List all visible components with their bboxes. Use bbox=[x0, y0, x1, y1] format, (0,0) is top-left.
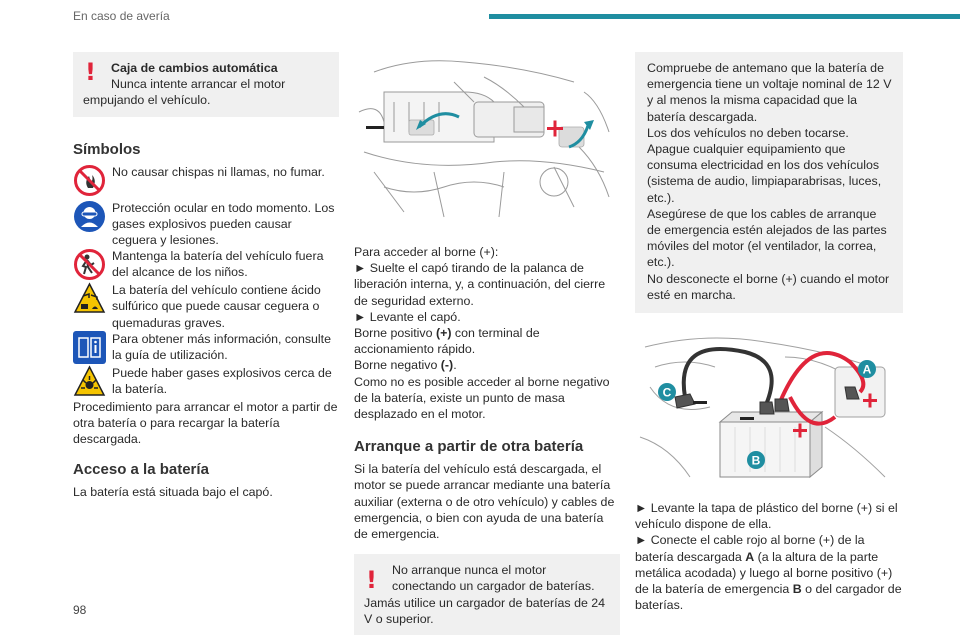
symbols-list bbox=[73, 164, 339, 399]
column-left bbox=[73, 52, 339, 501]
jump-start-illustration bbox=[635, 327, 897, 489]
column-middle bbox=[354, 52, 620, 635]
header-accent-bar bbox=[489, 14, 960, 19]
no-fire-no-smoking-icon bbox=[73, 164, 106, 197]
symbol-item bbox=[73, 164, 339, 198]
text-span-bold: (+) bbox=[435, 326, 452, 341]
procedure-text: Procedimiento para arrancar el motor a partir de otra batería o para recargar la batería descargada. bbox=[73, 399, 338, 447]
label-b-badge bbox=[747, 451, 765, 469]
read-manual-icon bbox=[73, 331, 106, 364]
symbol-item bbox=[73, 365, 339, 399]
text-span: o del cargador de baterías. bbox=[635, 582, 902, 613]
label-a: A bbox=[862, 362, 872, 377]
warning-box-automatic bbox=[73, 52, 339, 117]
symbol-text: Protección ocular en todo momento. Los gases explosivos pueden causar ceguera y lesiones. bbox=[112, 200, 335, 248]
symbols-heading: Símbolos bbox=[73, 140, 141, 158]
text-span: ► Conecte el cable rojo al borne (+) de la batería descargada bbox=[635, 533, 865, 564]
page-number: 98 bbox=[73, 603, 87, 617]
text-span: (a la altura de la parte metálica acodada) y luego al borne positivo (+) de la batería de emergencia bbox=[635, 549, 893, 597]
symbol-text: Para obtener más información, consulte la guía de utilización. bbox=[112, 331, 332, 363]
warning-line: Nunca intente arrancar el motor bbox=[111, 77, 286, 92]
symbol-item bbox=[73, 248, 339, 282]
precaution-line: Asegúrese de que los cables de arranque de emergencia estén alejados de las partes móviles del motor (el ventilador, la correa, etc.). bbox=[647, 206, 887, 270]
precaution-line: Apague cualquier equipamiento que consuma electricidad en los dos vehículos (sistema de audio, limpiaparabrisas, luces, etc.). bbox=[647, 142, 882, 205]
text-span-bold: B bbox=[792, 582, 802, 597]
jump-step: ► Levante la tapa de plástico del borne (+) si el vehículo dispone de ella. bbox=[635, 501, 898, 532]
text-span: Borne negativo bbox=[354, 358, 441, 373]
explosive-gas-icon bbox=[73, 365, 106, 398]
symbol-text: La batería del vehículo contiene ácido sulfúrico que puede causar ceguera o quemaduras graves. bbox=[112, 283, 321, 330]
start-text: Si la batería del vehículo está descargada, el motor se puede arrancar mediante una batería auxiliar (externa o de otro vehículo) y cables de emergencia, o bien con ayuda de una batería de emergencia. bbox=[354, 462, 615, 542]
access-text: La batería está situada bajo el capó. bbox=[73, 485, 273, 500]
warning-title: Caja de cambios automática bbox=[111, 61, 278, 75]
label-a-badge bbox=[858, 360, 876, 378]
jump-step bbox=[635, 532, 903, 613]
text-span-bold: (-) bbox=[440, 358, 454, 373]
label-b: B bbox=[751, 453, 761, 468]
start-heading: Arranque a partir de otra batería bbox=[354, 438, 584, 456]
eye-protection-icon bbox=[73, 200, 106, 233]
precautions-box bbox=[635, 52, 903, 313]
text-span: con terminal de accionamiento rápido. bbox=[354, 326, 540, 357]
corrosive-acid-icon bbox=[73, 282, 106, 315]
text-span-bold: A bbox=[745, 549, 755, 564]
positive-terminal-text bbox=[354, 325, 620, 357]
warning-box-charger bbox=[354, 554, 620, 635]
warning-line: Jamás utilice un cargador de baterías de 24 V o superior. bbox=[364, 595, 606, 626]
access-step: ► Levante el capó. bbox=[354, 309, 461, 324]
keep-away-children-icon bbox=[73, 248, 106, 281]
precaution-line: Compruebe de antemano que la batería de emergencia tiene un voltaje nominal de 12 V y al menos la misma capacidad que la batería descargada. bbox=[647, 61, 892, 124]
symbol-text: Puede haber gases explosivos cerca de la batería. bbox=[112, 365, 332, 397]
symbol-text: Mantenga la batería del vehículo fuera del alcance de los niños. bbox=[112, 249, 324, 280]
warning-line: empujando el vehículo. bbox=[83, 93, 211, 108]
symbol-item bbox=[73, 200, 339, 249]
header-title: En caso de avería bbox=[73, 9, 170, 23]
text-span: Borne positivo bbox=[354, 326, 436, 341]
label-c-badge bbox=[658, 383, 676, 401]
text-span: . bbox=[453, 358, 457, 373]
access-step: ► Suelte el capó tirando de la palanca de liberación interna, y, a continuación, del cierre de seguridad externo. bbox=[354, 261, 606, 308]
access-heading: Acceso a la batería bbox=[73, 461, 209, 479]
precaution-line: No desconecte el borne (+) cuando el motor esté en marcha. bbox=[647, 271, 890, 302]
negative-terminal-text bbox=[354, 357, 620, 373]
access-step: Para acceder al borne (+): bbox=[354, 245, 499, 259]
minus-sign-icon bbox=[366, 126, 384, 129]
label-c: C bbox=[662, 385, 672, 400]
battery-access-illustration bbox=[354, 52, 616, 227]
negative-terminal-note: Como no es posible acceder al borne negativo de la batería, existe un punto de masa desplazado en el motor. bbox=[354, 374, 610, 422]
symbol-item bbox=[73, 331, 339, 365]
column-right bbox=[635, 52, 903, 613]
warning-icon: ! bbox=[85, 58, 96, 86]
symbol-item bbox=[73, 282, 339, 331]
precaution-line: Los dos vehículos no deben tocarse. bbox=[647, 125, 849, 140]
warning-line: No arranque nunca el motor conectando un cargador de baterías. bbox=[392, 563, 595, 594]
symbol-text: No causar chispas ni llamas, no fumar. bbox=[112, 164, 325, 179]
warning-icon: ! bbox=[366, 566, 377, 595]
